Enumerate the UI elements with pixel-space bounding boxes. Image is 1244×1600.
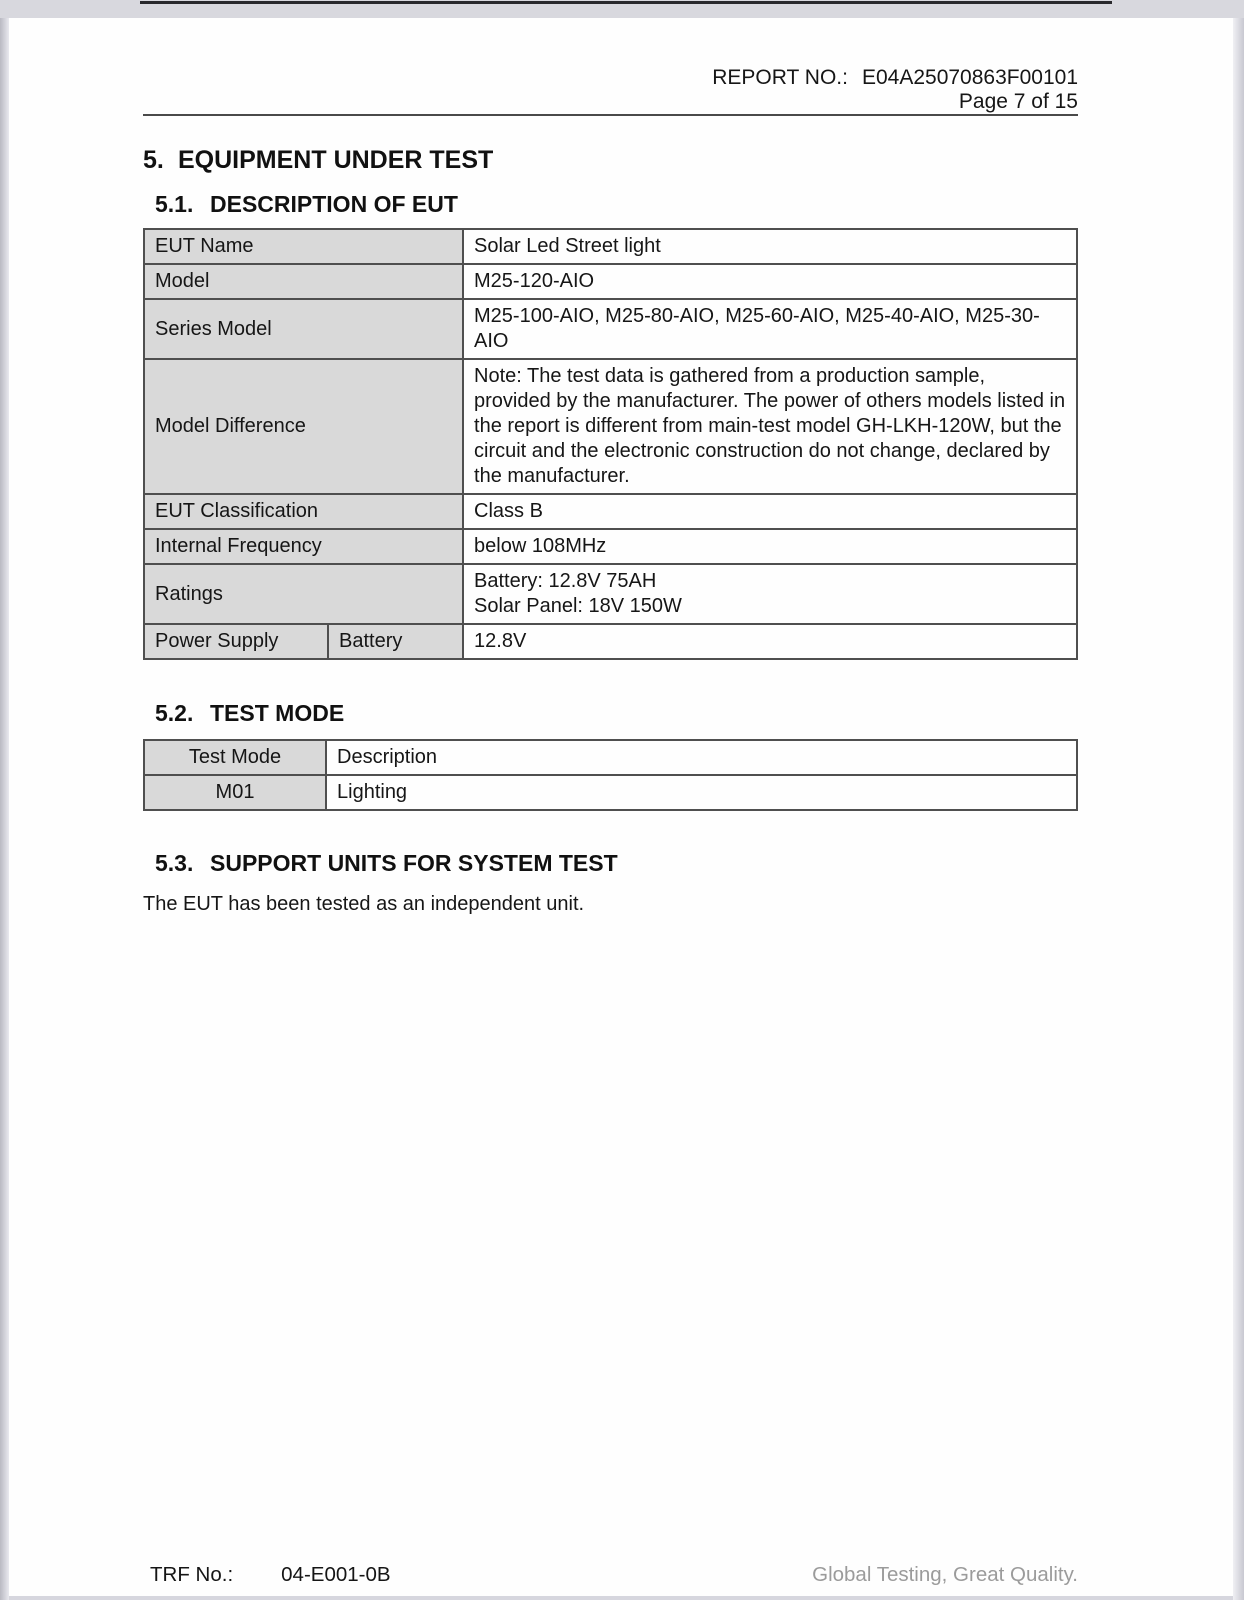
row-value: M25-120-AIO <box>463 264 1077 299</box>
scan-bottom-strip <box>9 1596 1233 1600</box>
page-footer <box>143 1563 1078 1587</box>
section-5-title: EQUIPMENT UNDER TEST <box>178 146 494 174</box>
section-5-2-heading <box>143 699 1078 727</box>
section-5-1-title: DESCRIPTION OF EUT <box>210 191 458 217</box>
row-value: M25-100-AIO, M25-80-AIO, M25-60-AIO, M25-40-AIO, M25-30-AIO <box>463 299 1077 359</box>
row-label: Power Supply <box>144 624 328 659</box>
test-mode-value: M01 <box>144 775 326 810</box>
table-row <box>144 359 1077 494</box>
row-value: 12.8V <box>463 624 1077 659</box>
table-row <box>144 229 1077 264</box>
section-5-number: 5. <box>143 146 164 174</box>
column-header-test-mode: Test Mode <box>144 740 326 775</box>
row-value: Class B <box>463 494 1077 529</box>
document-page <box>9 18 1233 1596</box>
table-row <box>144 299 1077 359</box>
section-5-2-number: 5.2. <box>155 700 194 726</box>
trf-label: TRF No.: <box>150 1563 234 1586</box>
report-number-label: REPORT NO.: <box>712 66 848 89</box>
report-header <box>143 66 1078 116</box>
section-5-3-title: SUPPORT UNITS FOR SYSTEM TEST <box>210 850 618 876</box>
eut-description-table <box>143 228 1078 660</box>
scan-right-gutter <box>1233 18 1244 1600</box>
section-5-2-title: TEST MODE <box>210 700 345 726</box>
section-5-3-number: 5.3. <box>155 850 194 876</box>
row-value: Solar Led Street light <box>463 229 1077 264</box>
trf-value: 04-E001-0B <box>281 1563 391 1586</box>
report-number-line <box>143 66 1078 90</box>
row-label: Internal Frequency <box>144 529 463 564</box>
row-value: Note: The test data is gathered from a production sample, provided by the manufacturer. The power of others models listed in the report is different from main-test model GH-LKH-120W, but the circuit and the electronic construction do not change, declared by the manufacturer. <box>463 359 1077 494</box>
ratings-solar-panel: Solar Panel: 18V 150W <box>474 595 682 617</box>
table-row <box>144 264 1077 299</box>
section-5-1-number: 5.1. <box>155 191 194 217</box>
table-row <box>144 775 1077 810</box>
section-5-1-heading <box>143 190 1078 218</box>
column-header-description: Description <box>326 740 1077 775</box>
report-number-value: E04A25070863F00101 <box>861 66 1078 89</box>
row-value: below 108MHz <box>463 529 1077 564</box>
test-mode-table <box>143 739 1078 811</box>
table-row <box>144 494 1077 529</box>
section-5-heading <box>143 145 1078 175</box>
trf-number <box>143 1563 391 1587</box>
row-label: EUT Name <box>144 229 463 264</box>
page-number: Page 7 of 15 <box>958 90 1078 113</box>
row-value <box>463 564 1077 624</box>
row-label: EUT Classification <box>144 494 463 529</box>
row-label: Ratings <box>144 564 463 624</box>
scan-top-edge-line <box>140 1 1112 4</box>
ratings-battery: Battery: 12.8V 75AH <box>474 570 657 592</box>
table-row-ratings <box>144 564 1077 624</box>
test-mode-description: Lighting <box>326 775 1077 810</box>
section-5-3-heading <box>143 849 1078 877</box>
table-row <box>144 529 1077 564</box>
footer-slogan: Global Testing, Great Quality. <box>812 1563 1078 1586</box>
support-units-paragraph: The EUT has been tested as an independent unit. <box>143 893 585 915</box>
row-label: Model <box>144 264 463 299</box>
table-row-power-supply <box>144 624 1077 659</box>
scan-left-gutter <box>0 18 9 1600</box>
row-label: Model Difference <box>144 359 463 494</box>
table-header-row <box>144 740 1077 775</box>
row-sublabel: Battery <box>328 624 463 659</box>
row-label: Series Model <box>144 299 463 359</box>
